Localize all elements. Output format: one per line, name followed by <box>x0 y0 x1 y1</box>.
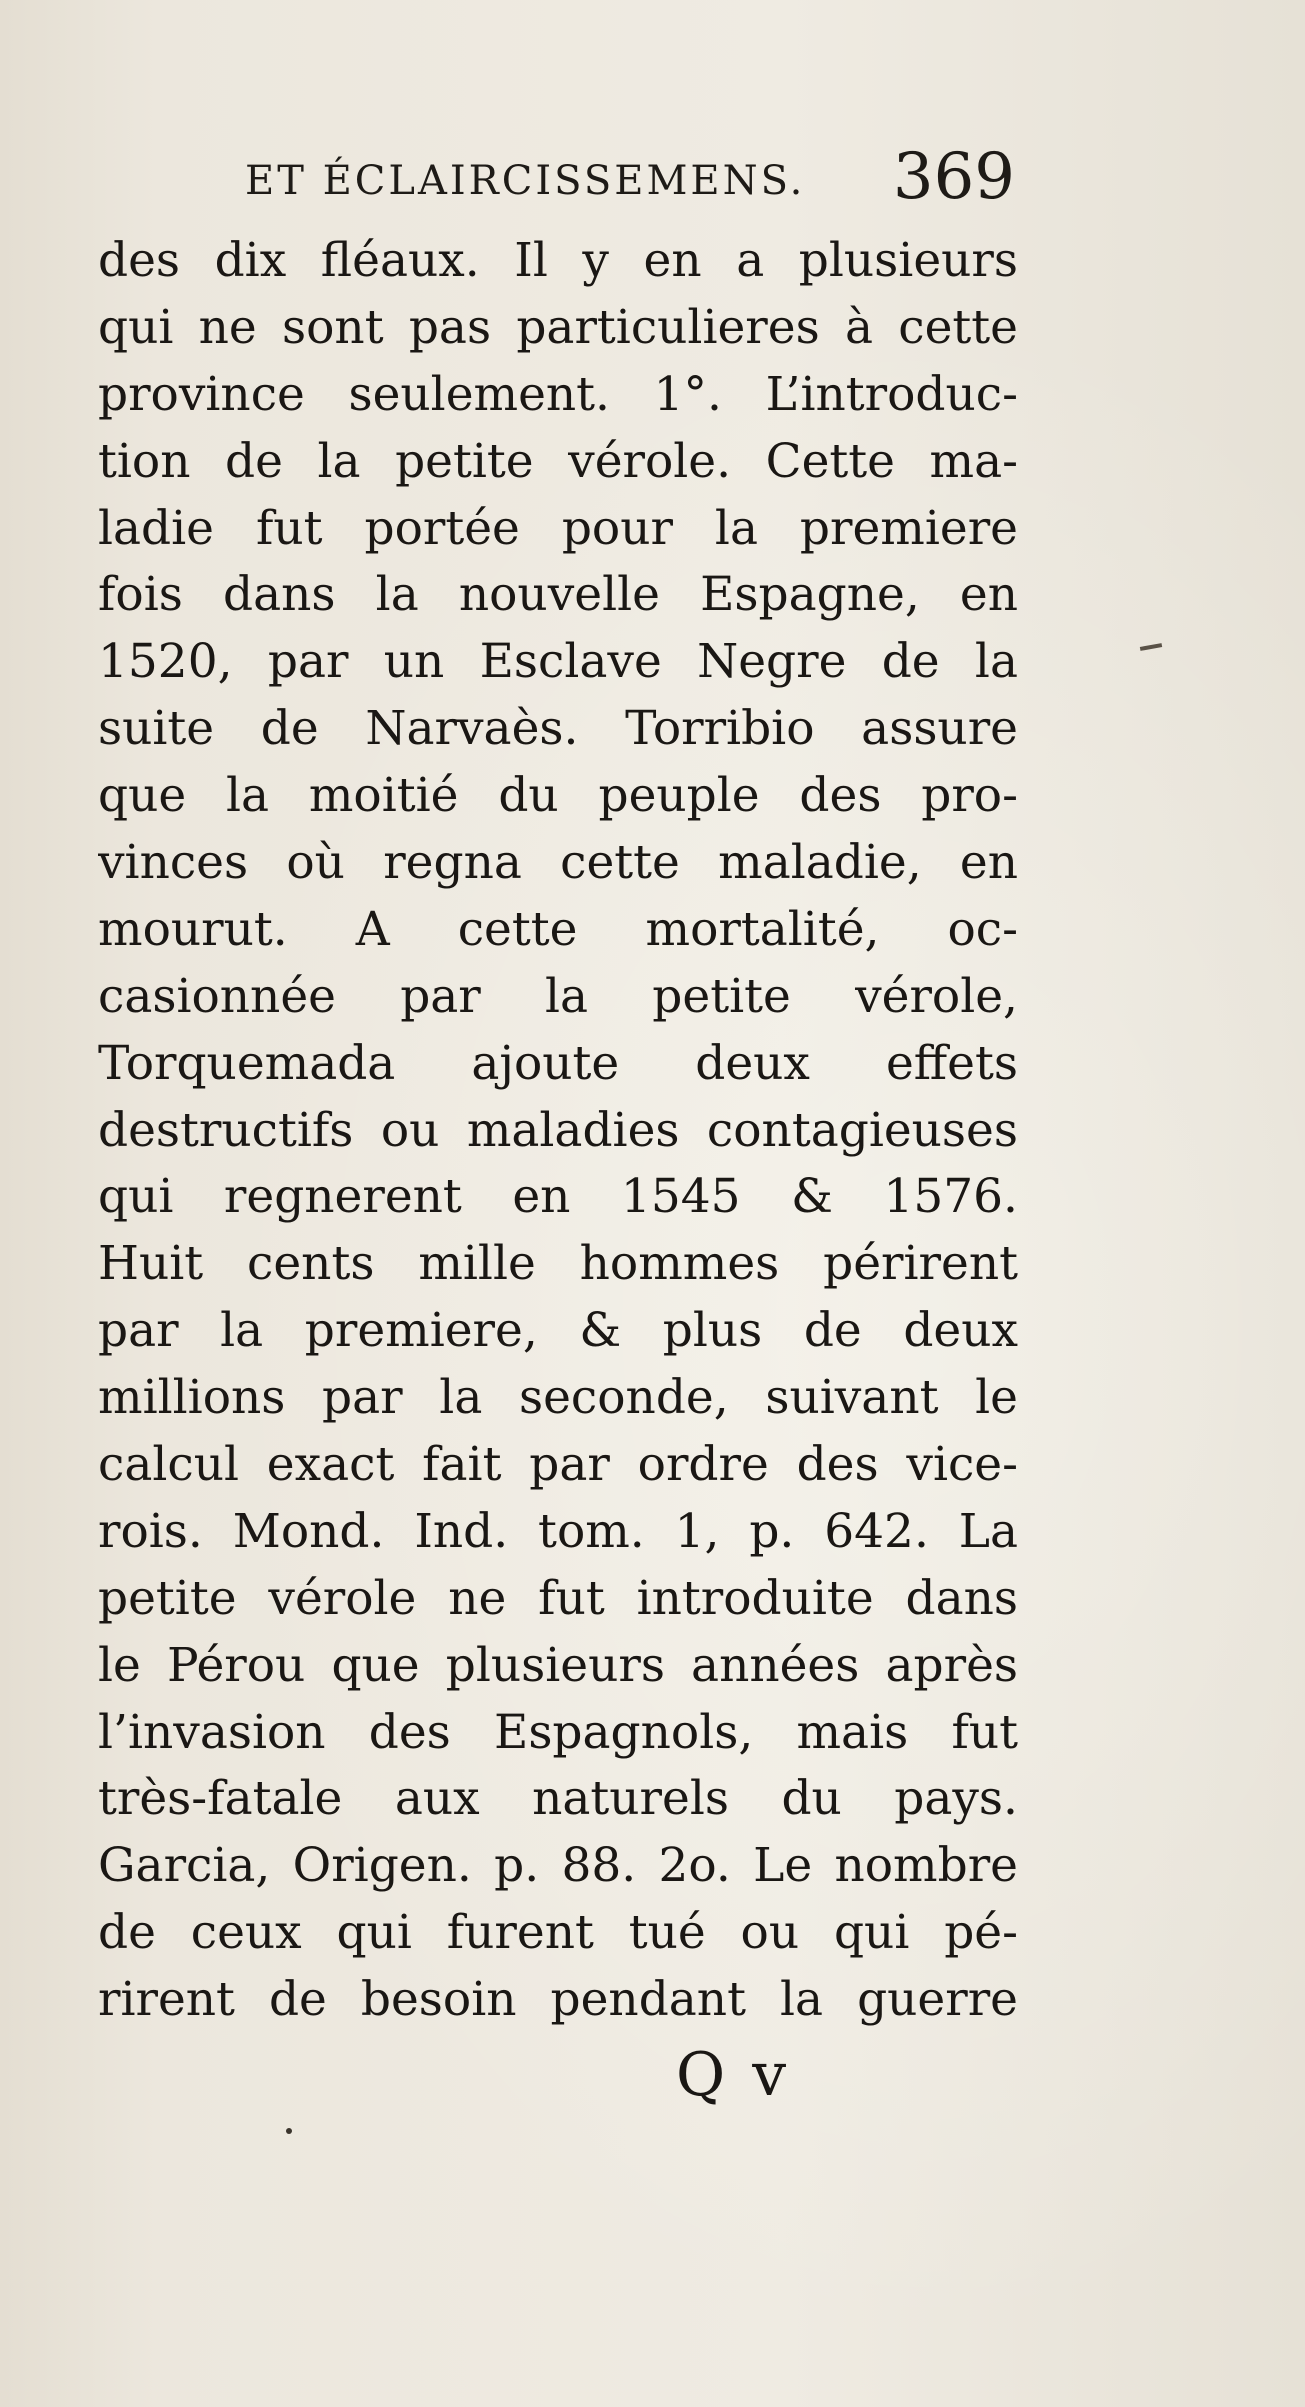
text-line: très-fatale aux naturels du pays. <box>98 1771 1018 1827</box>
text-line: qui ne sont pas particulieres à cette <box>98 299 1018 355</box>
body-text <box>98 228 1018 2034</box>
running-head: ET ÉCLAIRCISSEMENS. <box>245 158 806 204</box>
text-line: Garcia, Origen. p. 88. 2o. Le nombre <box>98 1838 1018 1894</box>
text-line: tion de la petite vérole. Cette ma- <box>98 433 1018 489</box>
text-line: de ceux qui furent tué ou qui pé- <box>98 1905 1018 1961</box>
text-line: calcul exact fait par ordre des vice- <box>98 1437 1018 1493</box>
text-line: province seulement. 1°. L’introduc- <box>98 366 1018 422</box>
signature-mark: Q v <box>676 2040 791 2110</box>
text-line: petite vérole ne fut introduite dans <box>98 1570 1018 1626</box>
text-line: mourut. A cette mortalité, oc- <box>98 901 1018 957</box>
ink-dot <box>286 2128 292 2134</box>
text-line: le Pérou que plusieurs années après <box>98 1637 1018 1693</box>
text-line: 1520, par un Esclave Negre de la <box>98 634 1018 690</box>
text-line: rirent de besoin pendant la guerre <box>98 1972 1018 2028</box>
text-line: ladie fut portée pour la premiere <box>98 500 1018 556</box>
text-line: Torquemada ajoute deux effets <box>98 1035 1018 1091</box>
text-line: fois dans la nouvelle Espagne, en <box>98 567 1018 623</box>
page-number: 369 <box>892 140 1015 214</box>
text-line: par la premiere, & plus de deux <box>98 1303 1018 1359</box>
text-line: des dix fléaux. Il y en a plusieurs <box>98 233 1018 288</box>
page-header <box>245 140 1015 212</box>
ink-mark <box>1140 643 1162 651</box>
text-line: destructifs ou maladies contagieuses <box>98 1102 1018 1158</box>
text-line: qui regnerent en 1545 & 1576. <box>98 1169 1018 1225</box>
text-line: rois. Mond. Ind. tom. 1, p. 642. La <box>98 1503 1018 1559</box>
text-line: que la moitié du peuple des pro- <box>98 768 1018 824</box>
text-line: millions par la seconde, suivant le <box>98 1370 1018 1426</box>
text-line: casionnée par la petite vérole, <box>98 968 1018 1024</box>
text-line: Huit cents mille hommes périrent <box>98 1236 1018 1292</box>
text-line: suite de Narvaès. Torribio assure <box>98 701 1018 757</box>
text-line: l’invasion des Espagnols, mais fut <box>98 1704 1018 1760</box>
text-line: vinces où regna cette maladie, en <box>98 835 1018 891</box>
